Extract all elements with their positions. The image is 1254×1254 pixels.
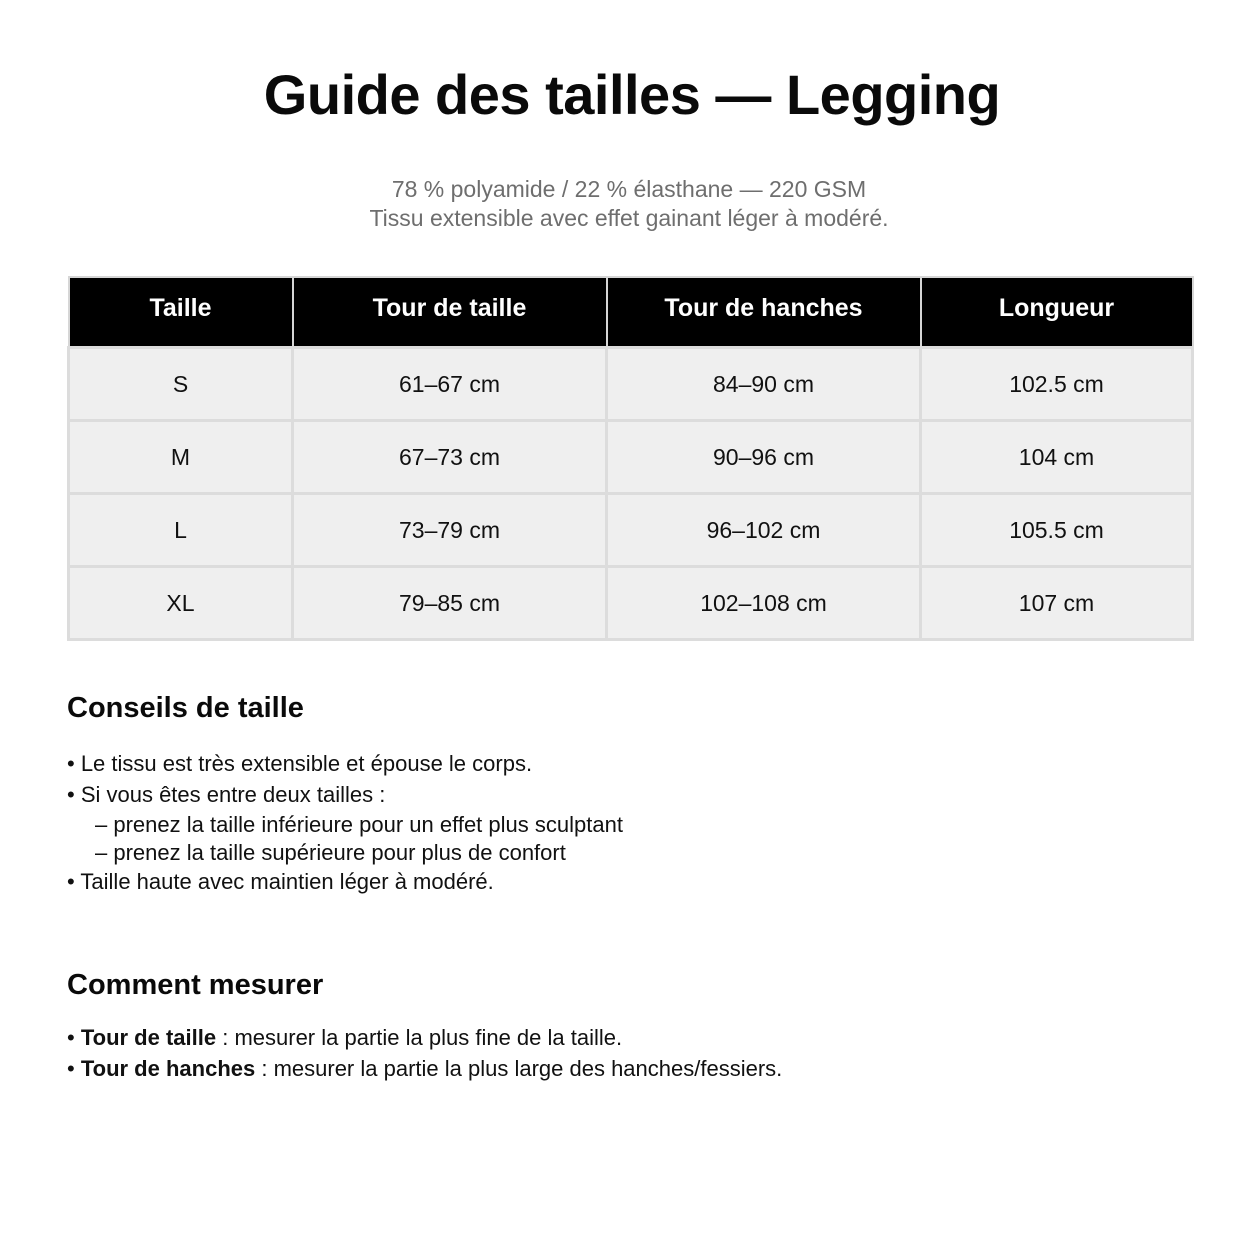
measure-term: Tour de taille (80, 1025, 217, 1050)
cell-length: 102.5 cm (921, 348, 1193, 421)
cell-waist: 73–79 cm (293, 494, 607, 567)
cell-waist: 61–67 cm (293, 348, 607, 421)
table-row (69, 421, 1193, 494)
header-waist: Tour de taille (293, 277, 607, 348)
cell-hips: 96–102 cm (607, 494, 921, 567)
cell-size: L (69, 494, 293, 567)
cell-waist: 79–85 cm (293, 567, 607, 640)
header-hips: Tour de hanches (607, 277, 921, 348)
cell-hips: 90–96 cm (607, 421, 921, 494)
how-to-measure-heading: Comment mesurer (67, 969, 324, 1001)
cell-length: 104 cm (921, 421, 1193, 494)
bullet: • (67, 1056, 81, 1081)
measure-item-waist (67, 1025, 622, 1051)
page-title: Guide des tailles — Legging (263, 63, 1001, 126)
table-row (69, 567, 1193, 640)
measure-term: Tour de hanches (80, 1056, 256, 1081)
table-header-row (69, 277, 1193, 348)
sizing-tip-subitem: – prenez la taille inférieure pour un effet plus sculptant (95, 812, 623, 837)
cell-hips: 102–108 cm (607, 567, 921, 640)
fabric-description: Tissu extensible avec effet gainant léger à modéré. (369, 205, 889, 231)
measure-item-hips (67, 1056, 782, 1082)
bullet: • (67, 1025, 81, 1050)
cell-hips: 84–90 cm (607, 348, 921, 421)
cell-length: 105.5 cm (921, 494, 1193, 567)
cell-size: S (69, 348, 293, 421)
fabric-composition: 78 % polyamide / 22 % élasthane — 220 GSM (391, 176, 867, 202)
measure-text: : mesurer la partie la plus large des hanches/fessiers. (255, 1056, 783, 1081)
table-row (69, 494, 1193, 567)
sizing-tips-heading: Conseils de taille (67, 692, 304, 724)
cell-waist: 67–73 cm (293, 421, 607, 494)
cell-length: 107 cm (921, 567, 1193, 640)
table-row (69, 348, 1193, 421)
header-size: Taille (69, 277, 293, 348)
size-table (67, 276, 1194, 641)
cell-size: XL (69, 567, 293, 640)
sizing-tip-item: • Le tissu est très extensible et épouse le corps. (67, 751, 533, 776)
sizing-tip-subitem: – prenez la taille supérieure pour plus de confort (95, 840, 566, 865)
header-length: Longueur (921, 277, 1193, 348)
sizing-tip-item: • Taille haute avec maintien léger à modéré. (67, 869, 494, 894)
sizing-tip-item: • Si vous êtes entre deux tailles : (67, 782, 386, 807)
measure-text: : mesurer la partie la plus fine de la taille. (216, 1025, 623, 1050)
cell-size: M (69, 421, 293, 494)
